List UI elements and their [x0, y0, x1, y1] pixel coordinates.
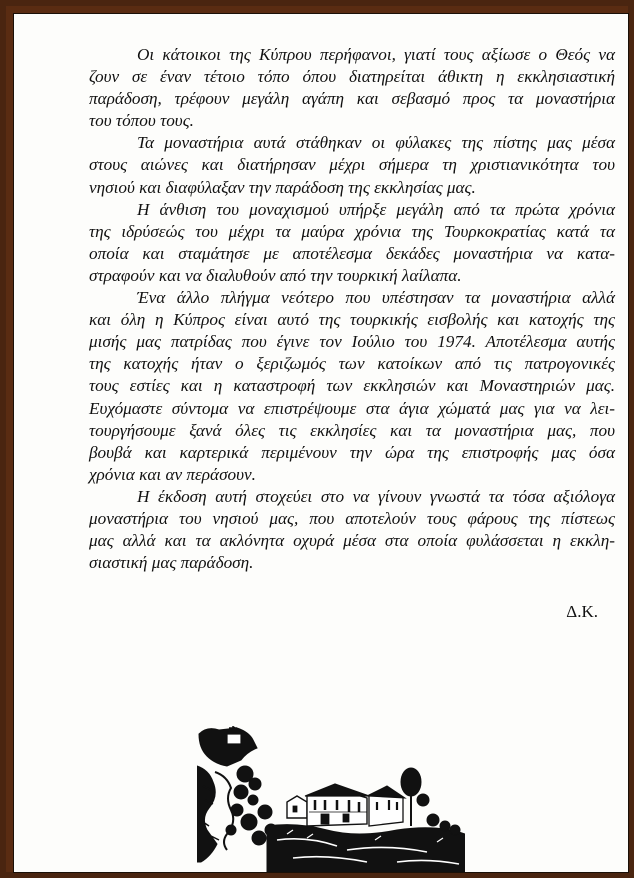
text-line: τους εστίες και η καταστροφή των εκκλησιών και Μοναστηριών μας. [89, 376, 615, 396]
text-line: μισής μας πατρίδας που έγινε τον Ιούλιο του 1974. Αποτέλεσμα αυτής [89, 332, 615, 352]
text-line: μοναστήρια του νησιού μας, που αποτελούν τους φάρους της πίστεως [89, 508, 615, 528]
document-page [13, 13, 629, 873]
text-line: παράδοση, τρέφουν μεγάλη αγάπη και σεβασμό προς τα μοναστήρια [89, 89, 615, 109]
text-line: στους αιώνες και διατήρησαν μέχρι σήμερα τη χριστιανικότητα του [89, 155, 615, 175]
text-line: και όλη η Κύπρος είναι αυτό της τουρκικής εισβολής και κατοχής της [89, 310, 615, 330]
author-signature: Δ.Κ. [566, 602, 598, 621]
paragraph-3 [89, 199, 615, 287]
text-line: Ένα άλλο πλήγμα νεότερο που υπέστησαν τα μοναστήρια αλλά [137, 288, 615, 308]
text-line: νησιού και διαφύλαξαν την παράδοση της εκκλησίας μας. [89, 177, 476, 197]
text-line: του τόπου τους. [89, 111, 194, 131]
text-line: της ιδρύσεώς του μέχρι τα μαύρα χρόνια της Τουρκοκρατίας κατά τα [89, 221, 615, 241]
text-line: τουργήσουμε ξανά όλες τις εκκλησίες και τα μοναστήρια μας, που [89, 420, 615, 440]
text-line: Οι κάτοικοι της Κύπρου περήφανοι, γιατί τους αξίωσε ο Θεός να [137, 45, 615, 64]
text-line: μας αλλά και τα ακλόνητα οχυρά μέσα στα οποία φυλάσσεται η εκκλη- [89, 531, 615, 551]
text-line: της κατοχής ήταν ο ξεριζωμός των κατοίκων από τις πατρογονικές [89, 354, 615, 374]
paragraph-2 [89, 132, 615, 198]
monastery-illustration [197, 726, 465, 872]
text-line: στραφούν και να διαλυθούν από την τουρκική λαίλαπα. [89, 265, 462, 285]
text-line: Η έκδοση αυτή στοχεύει στο να γίνουν γνωστά τα τόσα αξιόλογα [137, 486, 615, 506]
body-text [89, 44, 615, 574]
text-line: σιαστική μας παράδοση. [89, 553, 254, 573]
text-line: βουβά και καρτερικά περιμένουν την ώρα της επιστροφής μας όσα [89, 442, 615, 462]
paragraph-1 [89, 44, 615, 132]
text-line: Ευχόμαστε σύντομα να επιστρέψουμε στα άγια χώματά μας για να λει- [89, 398, 615, 418]
text-line: ζουν σε έναν τέτοιο τόπο όπου διατηρείται άθικτη η εκκλησιαστική [89, 67, 615, 87]
text-line: Η άνθιση του μοναχισμού υπήρξε μεγάλη από τα πρώτα χρόνια [137, 199, 615, 219]
text-line: χρόνια και αν περάσουν. [89, 464, 256, 484]
text-line: Τα μοναστήρια αυτά στάθηκαν οι φύλακες της πίστης μας μέσα [137, 133, 615, 153]
text-line: οποία και σταμάτησε με αποτέλεσμα δεκάδες μοναστήρια να κατα- [89, 243, 615, 263]
paragraph-5 [89, 486, 615, 574]
paragraph-4 [89, 287, 615, 486]
